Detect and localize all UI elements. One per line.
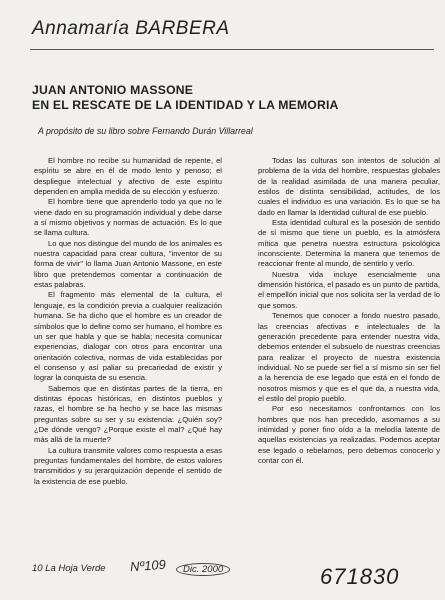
author-name: Annamaría BARBERA [32, 18, 230, 39]
handwritten-number: Nº109 [129, 556, 167, 575]
paragraph: Esta identidad cultural es la posesión de sentido de sí mismo que tiene un pueblo, es la atmósfera mítica que penetra nuestra estructura psicológica inconsciente. Determina la manera que tenemos de reaccionar frente al mundo, de sentirlo y verlo. [258, 218, 440, 269]
stamp-number: 671830 [320, 564, 400, 589]
left-column [34, 156, 222, 487]
article-subtitle: A propósito de su libro sobre Fernando Durán Villarreal [38, 126, 253, 136]
handwritten-date: Dic. 2000 [176, 563, 230, 576]
paragraph: El hombre no recibe su humanidad de repente, el espíritu se abre en él de modo lento y penoso; el despliegue intelectual y afectivo de este espíritu dependen en amplia medida de su elección y esfuerzo. [34, 156, 222, 197]
paragraph: Sabemos que en distintas partes de la tierra, en distintas épocas históricas, en distintos pueblos y razas, el hombre se ha hecho y se hace las mismas preguntas sobre su ser y su existencia: ¿Quién soy? ¿De dónde vengo? ¿Porque existe el mal? ¿Qué hay más allá de la muerte? [34, 383, 222, 445]
article-title [32, 83, 422, 113]
paragraph: Tenemos que conocer a fondo nuestro pasado, las creencias afectivas e intelectuales de la generación precedente para entender nuestra vida, debemos entender el subsuelo de nuestras creencias para realizar el proyecto de nuestra existencia individual. No se puede ser fiel a sí mismo sin ser fiel a la herencia de ese legado que está en el fondo de nosotros mismos y que es el que da, a nuestra vida, el estilo del propio pueblo. [258, 311, 440, 403]
paragraph: El fragmento más elemental de la cultura, el lenguaje, es la condición previa a cualquier realización humana. Se ha dicho que el hombre es un creador de símbolos que lo define como ser humano, el hombre es un ser que habla y que se habla; necesita comunicar experiencias, dialogar con otros para encontrar una orientación colectiva, normas de vida establecidas por el consenso y así paliar su precariedad de existir y lograr la conquista de su esencia. [34, 290, 222, 383]
paragraph: La cultura transmite valores como respuesta a esas preguntas fundamentales del hombre, de estos valores transmitidos y su jerarquización depende el sentido de la existencia de ese pueblo. [34, 445, 222, 486]
paragraph: Por eso necesitamos confrontarnos con los hombres que nos han precedido, asomarnos a su intimidad y poner fino oído a la melodía latente de aquellas existencias ya realizadas. Podemos aceptar ese legado o rebelarnos, pero debemos conocerlo y contar con él. [258, 404, 440, 465]
right-column [258, 156, 440, 466]
paragraph: Lo que nos distingue del mundo de los animales es nuestra capacidad para crear cultura, "inventor de su forma de vivir" lo llama Juan Antonio Massone, en este libro que pretendemos comentar a continuación de estas palabras. [34, 238, 222, 290]
header-rule [30, 49, 434, 50]
title-line-1: JUAN ANTONIO MASSONE [32, 83, 194, 97]
title-line-2: EN EL RESCATE DE LA IDENTIDAD Y LA MEMORIA [32, 98, 339, 112]
paragraph: Nuestra vida incluye esencialmente una dimensión histórica, el pasado es un punto de partida, el empellón inicial que nos solicita ser la verdad de lo que somos. [258, 269, 440, 310]
paragraph: El hombre tiene que aprenderlo todo ya que no le viene dado en su programación individual y debe darse a sí mismo objetivos y normas de actuación. Es lo que se llama cultura. [34, 197, 222, 238]
paragraph: Todas las culturas son intentos de solución al problema de la vida del hombre, respuestas globales de la realidad asimilada de una manera peculiar, estilos de distinta sensibilidad, actitudes, de los cuales el individuo es una variación. Es lo que se ha dado en llamar la Identidad cultural de ese pueblo. [258, 156, 440, 217]
page-footer: 10 La Hoja Verde [32, 563, 106, 574]
